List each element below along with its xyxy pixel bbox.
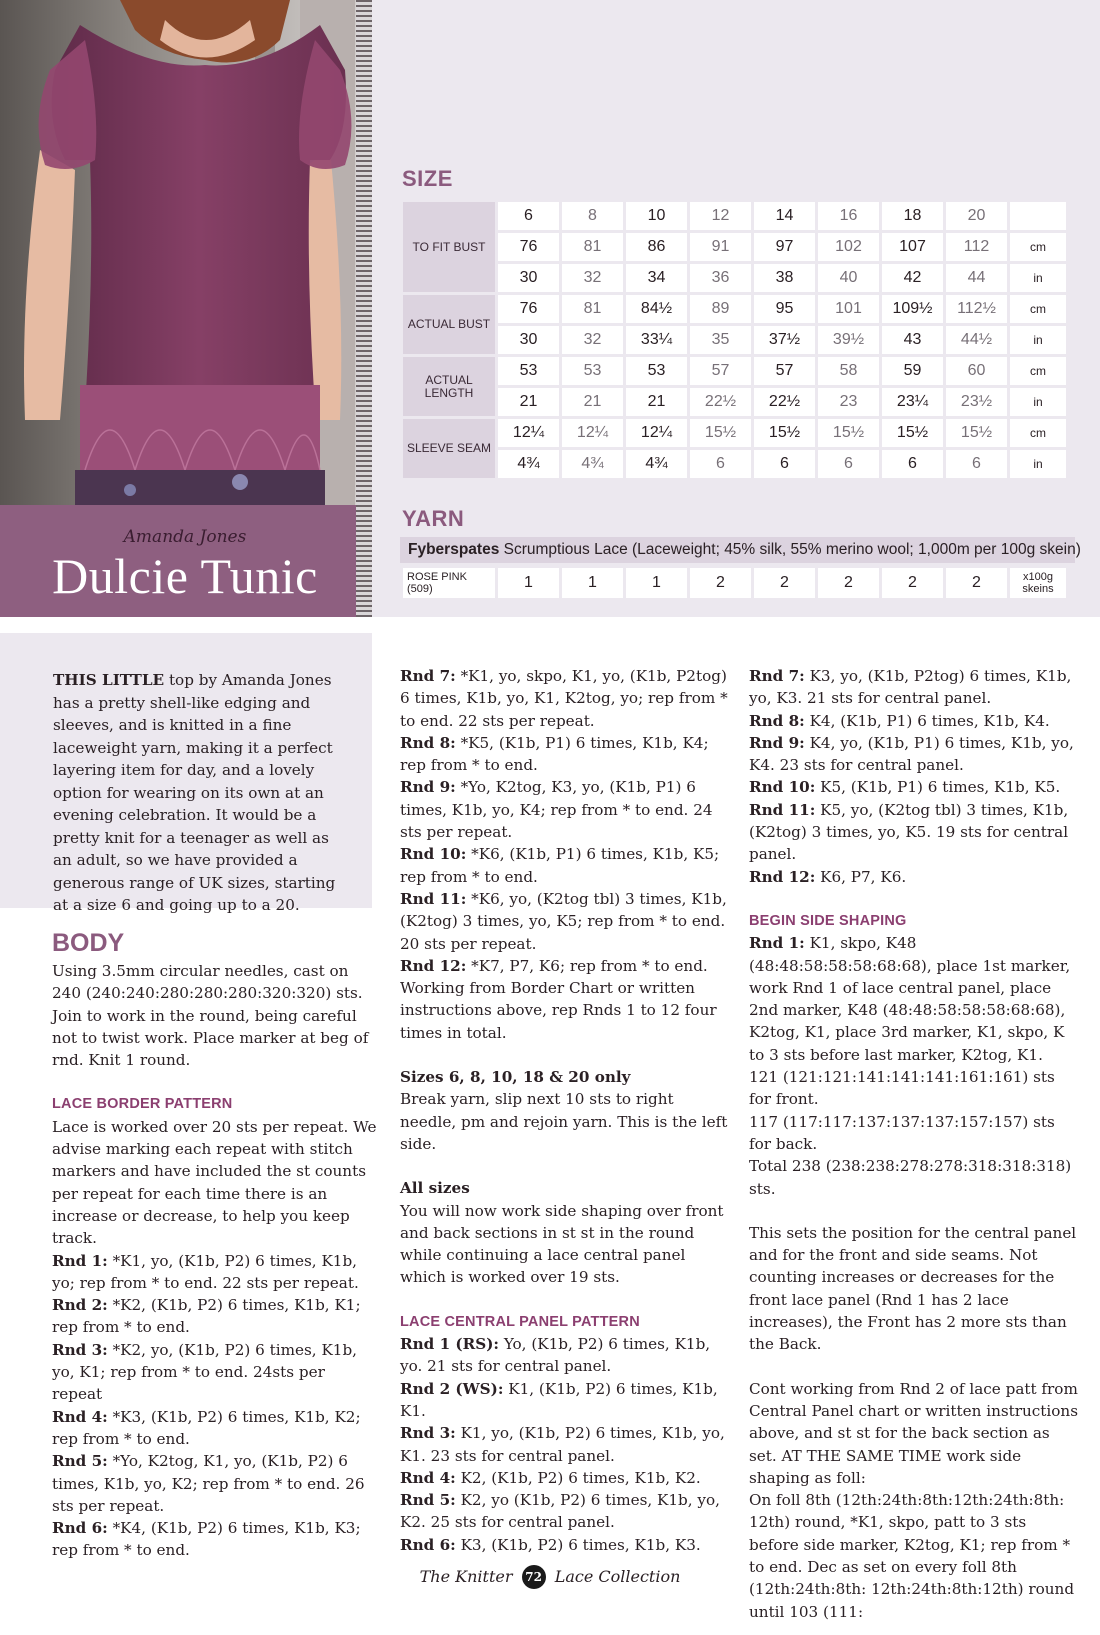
size-row [403, 419, 1066, 447]
round-label: Rnd 7: [749, 667, 805, 685]
round-label: Rnd 1 (RS): [400, 1335, 499, 1354]
page-footer [0, 1565, 1100, 1589]
size-value-cell: 84½ [626, 295, 687, 323]
side-rnd-label: Rnd 1: [749, 934, 805, 953]
size-value-cell: 30 [498, 264, 559, 292]
round-label: Rnd 6: [400, 1535, 456, 1554]
size-value-cell: 21 [626, 388, 687, 416]
size-value-cell: 101 [818, 295, 879, 323]
size-row-label: SLEEVE SEAM [403, 419, 495, 478]
size-value-cell: 35 [690, 326, 751, 354]
round-instruction [400, 1467, 732, 1489]
round-instruction [749, 776, 1079, 798]
size-value-cell: 102 [818, 233, 879, 261]
round-text: *K1, yo, (K1b, P2) 6 times, K1b, yo; rep from * to end. 22 sts per repeat. [52, 1251, 359, 1292]
size-row [403, 326, 1066, 354]
size-value-cell: 95 [754, 295, 815, 323]
round-text: *K5, (K1b, P1) 6 times, K1b, K4; rep from * to end. [400, 733, 709, 775]
size-row-label: TO FIT BUST [403, 202, 495, 292]
round-instruction [749, 866, 1079, 888]
round-text: K1, (K1b, P2) 6 times, K1b, K1. [400, 1379, 718, 1420]
size-header-cell: 6 [498, 202, 559, 230]
intro-box [0, 633, 372, 914]
size-row-label: ACTUAL LENGTH [403, 357, 495, 416]
round-instruction [52, 1406, 377, 1451]
size-header-cell: 10 [626, 202, 687, 230]
round-label: Rnd 7: [400, 667, 456, 685]
border-chart-note: Working from Border Chart or written instructions above, rep Rnds 1 to 12 four times in total. [400, 979, 717, 1042]
lace-border-rows [52, 1250, 377, 1562]
size-value-cell: 57 [754, 357, 815, 385]
round-text: K6, P7, K6. [815, 867, 907, 886]
round-label: Rnd 3: [52, 1340, 108, 1359]
sizes-heading: Sizes 6, 8, 10, 18 & 20 only [400, 1068, 631, 1087]
sizes-text: Break yarn, slip next 10 sts to right needle, pm and rejoin yarn. This is the left side. [400, 1090, 728, 1153]
size-value-cell: 58 [818, 357, 879, 385]
size-value-cell: 6 [690, 450, 751, 478]
round-label: Rnd 5: [52, 1452, 108, 1471]
size-value-cell: 32 [562, 326, 623, 354]
yarn-quantity-cell: 1 [562, 568, 623, 598]
size-value-cell: 4¾ [498, 450, 559, 478]
size-value-cell: 112 [946, 233, 1007, 261]
size-value-cell: 15½ [690, 419, 751, 447]
body-text: Using 3.5mm circular needles, cast on 240 (240:240:280:280:280:320:320) sts. Join to work in the round, being careful not to twist work. Place marker at beg of rnd. Knit 1 round. [52, 962, 369, 1070]
info-panel [372, 0, 1100, 617]
size-value-cell: 86 [626, 233, 687, 261]
round-instruction [749, 665, 1079, 710]
sets-text: This sets the position for the central panel and for the front and side seams. Not counting increases or decreases for the front lace panel (Rnd 1 has 2 lace increases), the Front has 2 more sts than the Back. [749, 1223, 1077, 1354]
size-value-cell: 22½ [754, 388, 815, 416]
round-label: Rnd 11: [400, 889, 467, 908]
cont-text: Cont working from Rnd 2 of lace patt from Central Panel chart or written instructions above, and st st for the back section as set. AT THE SAME TIME work side shaping as foll: [749, 1379, 1078, 1487]
yarn-quantity-cell: 2 [882, 568, 943, 598]
size-value-cell: 109½ [882, 295, 943, 323]
size-value-cell: 76 [498, 295, 559, 323]
round-text: *K3, (K1b, P2) 6 times, K1b, K2; rep from * to end. [52, 1407, 361, 1448]
size-row-label: ACTUAL BUST [403, 295, 495, 354]
size-value-cell: 107 [882, 233, 943, 261]
round-text: *K6, (K1b, P1) 6 times, K1b, K5; rep from * to end. [400, 845, 720, 886]
size-value-cell: 32 [562, 264, 623, 292]
round-instruction [52, 1250, 377, 1295]
central-panel-heading: LACE CENTRAL PANEL PATTERN [400, 1313, 640, 1330]
foll-text: On foll 8th (12th:24th:8th:12th:24th:8th: 12th) round, *K1, skpo, patt to 3 sts before side marker, K2tog, K1; rep from * to end. Dec as set on every foll 8th (12th:24th:8th: 12th:24th:8th:12th) round until 103 (111: [749, 1491, 1075, 1621]
round-instruction [749, 732, 1079, 777]
yarn-heading: YARN [402, 506, 465, 531]
size-value-cell: 6 [754, 450, 815, 478]
size-value-cell: 42 [882, 264, 943, 292]
size-value-cell: 30 [498, 326, 559, 354]
size-row [403, 450, 1066, 478]
round-text: *K2, yo, (K1b, P2) 6 times, K1b, yo, K1; rep from * to end. 24sts per repeat [52, 1340, 358, 1404]
yarn-quantity-cell: 2 [754, 568, 815, 598]
size-unit-cell: in [1010, 388, 1066, 416]
size-value-cell: 97 [754, 233, 815, 261]
size-value-cell: 39½ [818, 326, 879, 354]
round-text: Yo, (K1b, P2) 6 times, K1b, yo. 21 sts for central panel. [400, 1335, 711, 1376]
size-value-cell: 60 [946, 357, 1007, 385]
size-row [403, 233, 1066, 261]
round-label: Rnd 1: [52, 1251, 108, 1270]
size-value-cell: 6 [882, 450, 943, 478]
round-label: Rnd 6: [52, 1519, 108, 1538]
round-label: Rnd 12: [400, 956, 467, 975]
round-text: *K7, P7, K6; rep from * to end. [466, 956, 708, 975]
pattern-title: Dulcie Tunic [52, 548, 318, 604]
round-label: Rnd 9: [400, 778, 456, 797]
size-header-cell: 8 [562, 202, 623, 230]
size-value-cell: 91 [690, 233, 751, 261]
round-instruction [400, 955, 732, 977]
round-label: Rnd 8: [749, 711, 805, 730]
size-unit-cell: cm [1010, 419, 1066, 447]
size-value-cell: 12¼ [562, 419, 623, 447]
round-text: *K4, (K1b, P2) 6 times, K1b, K3; rep from * to end. [52, 1519, 361, 1560]
size-unit-cell: in [1010, 450, 1066, 478]
all-sizes-text: You will now work side shaping over front and back sections in st st in the round while continuing a lace central panel which is worked over 19 sts. [400, 1201, 724, 1287]
side-rnd-text: K1, skpo, K48 (48:48:58:58:58:68:68), place 1st marker, work Rnd 1 of lace central panel, place 2nd marker, K48 (48:48:58:58:58:68:68), K2tog, K1, place 3rd marker, K1, skpo, K to 3 sts before last marker, K2tog, K1. [749, 934, 1071, 1064]
column-3 [749, 665, 1079, 1623]
round-label: Rnd 2 (WS): [400, 1379, 504, 1398]
yarn-quantity-cell: 2 [690, 568, 751, 598]
magazine-name: The Knitter [419, 1567, 513, 1586]
size-value-cell: 53 [562, 357, 623, 385]
round-instruction [52, 1294, 377, 1339]
size-value-cell: 36 [690, 264, 751, 292]
round-instruction [52, 1517, 377, 1562]
size-value-cell: 44 [946, 264, 1007, 292]
size-unit-cell [1010, 202, 1066, 230]
round-instruction [400, 1489, 732, 1534]
size-value-cell: 112½ [946, 295, 1007, 323]
size-value-cell: 6 [818, 450, 879, 478]
round-text: K5, (K1b, P1) 6 times, K1b, K5. [815, 778, 1061, 797]
round-text: K5, yo, (K2tog tbl) 3 times, K1b, (K2tog) 3 times, yo, K5. 19 sts for central panel. [749, 800, 1069, 864]
size-value-cell: 53 [626, 357, 687, 385]
size-value-cell: 4¾ [562, 450, 623, 478]
size-value-cell: 23 [818, 388, 879, 416]
lace-border-heading: LACE BORDER PATTERN [52, 1096, 233, 1113]
body-heading: BODY [52, 929, 125, 957]
yarn-quantity-table [400, 565, 1069, 601]
yarn-quantity-cell: 2 [946, 568, 1007, 598]
size-value-cell: 76 [498, 233, 559, 261]
size-row [403, 264, 1066, 292]
round-label: Rnd 2: [52, 1296, 108, 1315]
size-unit-cell: in [1010, 264, 1066, 292]
size-value-cell: 12¼ [498, 419, 559, 447]
round-instruction [400, 888, 732, 955]
total-count: Total 238 (238:238:278:278:318:318:318) sts. [749, 1157, 1072, 1198]
size-row [403, 295, 1066, 323]
round-instruction [400, 665, 732, 732]
yarn-brand: Fyberspates [408, 541, 500, 558]
round-label: Rnd 12: [749, 867, 816, 886]
intro-text: top by Amanda Jones has a pretty shell-like edging and sleeves, and is knitted in a fine laceweight yarn, making it a perfect layering item for day, and a lovely option for wearing on its own at an evening celebration. It would be a pretty knit for a teenager as well as an adult, so we have provided a generous range of UK sizes, starting at a size 6 and going up to a 20. [53, 671, 336, 914]
round-text: *Yo, K2tog, K1, yo, (K1b, P2) 6 times, K1b, yo, K2; rep from * to end. 26 sts per repeat. [52, 1452, 365, 1515]
yarn-details: Scrumptious Lace (Laceweight; 45% silk, 55% merino wool; 1,000m per 100g skein) [499, 541, 1081, 558]
round-text: *K1, yo, skpo, K1, yo, (K1b, P2tog) 6 times, K1b, yo, K1, K2tog, yo; rep from * to end. 22 sts per repeat. [400, 667, 728, 730]
size-value-cell: 43 [882, 326, 943, 354]
round-text: K2, yo (K1b, P2) 6 times, K1b, yo, K2. 25 sts for central panel. [400, 1491, 720, 1532]
size-header-cell: 14 [754, 202, 815, 230]
size-value-cell: 23½ [946, 388, 1007, 416]
size-unit-cell: cm [1010, 295, 1066, 323]
round-instruction [52, 1339, 377, 1406]
size-value-cell: 23¼ [882, 388, 943, 416]
size-value-cell: 21 [498, 388, 559, 416]
size-value-cell: 15½ [818, 419, 879, 447]
round-instruction [749, 799, 1079, 866]
yarn-quantity-cell: 1 [626, 568, 687, 598]
column-1 [52, 928, 377, 1562]
round-label: Rnd 8: [400, 733, 456, 752]
round-instruction [400, 732, 732, 777]
round-text: *Yo, K2tog, K3, yo, (K1b, P1) 6 times, K1b, yo, K4; rep from * to end. 24 sts per repeat. [400, 778, 713, 842]
size-header-row [403, 202, 1066, 230]
round-text: K3, yo, (K1b, P2tog) 6 times, K1b, yo, K3. 21 sts for central panel. [749, 667, 1072, 708]
size-value-cell: 59 [882, 357, 943, 385]
round-label: Rnd 9: [749, 733, 805, 752]
round-text: *K2, (K1b, P2) 6 times, K1b, K1; rep from * to end. [52, 1296, 361, 1337]
yarn-quantity-cell: 2 [818, 568, 879, 598]
side-shaping-heading: BEGIN SIDE SHAPING [749, 912, 907, 929]
size-value-cell: 37½ [754, 326, 815, 354]
yarn-quantity-cell: 1 [498, 568, 559, 598]
size-header-cell: 12 [690, 202, 751, 230]
round-text: K1, yo, (K1b, P2) 6 times, K1b, yo, K1. 23 sts for central panel. [400, 1424, 725, 1465]
round-text: K4, yo, (K1b, P1) 6 times, K1b, yo, K4. 23 sts for central panel. [749, 733, 1074, 775]
intro-lead: THIS LITTLE [53, 671, 165, 689]
size-value-cell: 89 [690, 295, 751, 323]
yarn-color-label: ROSE PINK (509) [403, 568, 495, 598]
lace-border-rows-cont [400, 665, 732, 977]
size-value-cell: 40 [818, 264, 879, 292]
round-instruction [400, 843, 732, 888]
round-label: Rnd 3: [400, 1424, 456, 1443]
size-unit-cell: cm [1010, 233, 1066, 261]
size-value-cell: 34 [626, 264, 687, 292]
round-instruction [400, 1333, 732, 1378]
size-value-cell: 38 [754, 264, 815, 292]
size-value-cell: 44½ [946, 326, 1007, 354]
round-instruction [400, 1534, 732, 1556]
round-text: K3, (K1b, P2) 6 times, K1b, K3. [455, 1535, 701, 1554]
size-value-cell: 33¼ [626, 326, 687, 354]
size-unit-cell: in [1010, 326, 1066, 354]
round-instruction [400, 1422, 732, 1467]
central-panel-rows [400, 1333, 732, 1556]
round-label: Rnd 10: [749, 778, 816, 797]
size-header-cell: 16 [818, 202, 879, 230]
size-value-cell: 81 [562, 295, 623, 323]
round-label: Rnd 10: [400, 845, 467, 864]
round-text: K2, (K1b, P2) 6 times, K1b, K2. [455, 1468, 701, 1487]
size-row [403, 388, 1066, 416]
size-value-cell: 4¾ [626, 450, 687, 478]
size-header-cell: 18 [882, 202, 943, 230]
size-value-cell: 22½ [690, 388, 751, 416]
side-shaping-rnd1 [749, 932, 1079, 1066]
central-panel-rows-cont [749, 665, 1079, 888]
spiral-binding [356, 0, 372, 617]
round-instruction [400, 1378, 732, 1423]
garment-photo [0, 0, 370, 505]
size-unit-cell: cm [1010, 357, 1066, 385]
lace-border-intro: Lace is worked over 20 sts per repeat. We advise marking each repeat with stitch markers and have included the st counts per repeat for each time there is an increase or decrease, to help you keep track. [52, 1117, 377, 1248]
tunic-photo-illustration [0, 0, 370, 505]
back-count: 117 (117:117:137:137:137:157:157) sts for back. [749, 1112, 1055, 1153]
round-label: Rnd 5: [400, 1491, 456, 1510]
yarn-unit-cell: x100g skeins [1010, 568, 1066, 598]
round-text: K4, (K1b, P1) 6 times, K1b, K4. [804, 711, 1050, 730]
size-row [403, 357, 1066, 385]
column-2 [400, 665, 732, 1556]
size-value-cell: 21 [562, 388, 623, 416]
size-value-cell: 15½ [882, 419, 943, 447]
page-number: 72 [522, 1565, 546, 1589]
size-heading: SIZE [402, 166, 453, 191]
size-value-cell: 81 [562, 233, 623, 261]
size-table [400, 199, 1069, 481]
size-value-cell: 57 [690, 357, 751, 385]
size-header-cell: 20 [946, 202, 1007, 230]
all-sizes-heading: All sizes [400, 1179, 470, 1198]
round-instruction [400, 776, 732, 843]
size-value-cell: 12¼ [626, 419, 687, 447]
title-banner [0, 505, 370, 617]
round-text: *K6, yo, (K2tog tbl) 3 times, K1b, (K2tog) 3 times, yo, K5; rep from * to end. 20 sts per repeat. [400, 889, 727, 953]
round-label: Rnd 4: [52, 1407, 108, 1426]
size-value-cell: 6 [946, 450, 1007, 478]
size-value-cell: 15½ [754, 419, 815, 447]
size-value-cell: 53 [498, 357, 559, 385]
round-instruction [749, 710, 1079, 732]
front-count: 121 (121:121:141:141:141:161:161) sts for front. [749, 1068, 1055, 1109]
size-value-cell: 15½ [946, 419, 1007, 447]
collection-name: Lace Collection [554, 1567, 681, 1586]
round-label: Rnd 11: [749, 800, 816, 819]
designer-name: Amanda Jones [123, 527, 247, 547]
yarn-description [400, 537, 1081, 563]
round-label: Rnd 4: [400, 1468, 456, 1487]
round-instruction [52, 1450, 377, 1517]
